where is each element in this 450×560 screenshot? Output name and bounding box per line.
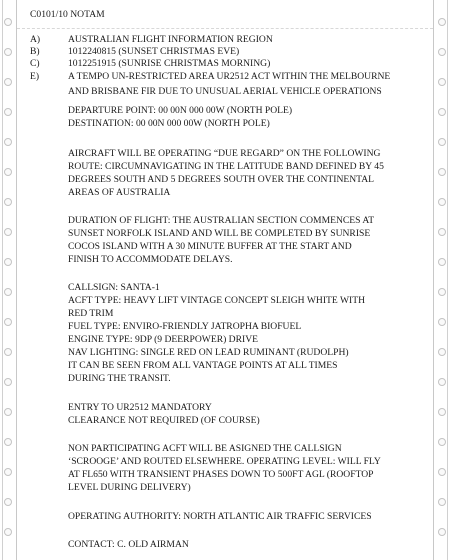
feed-hole [438,48,446,56]
feed-hole [438,138,446,146]
feed-hole [438,438,446,446]
feed-hole [438,408,446,416]
feed-hole [4,498,12,506]
feed-hole [4,228,12,236]
feed-hole [4,18,12,26]
body-line: AIRCRAFT WILL BE OPERATING “DUE REGARD” ON THE FOLLOWING [68,148,381,159]
feed-hole [4,528,12,536]
item-text-a: AUSTRALIAN FLIGHT INFORMATION REGION [68,34,273,45]
feed-hole [438,498,446,506]
feed-hole [4,108,12,116]
feed-hole [438,528,446,536]
feed-hole [4,288,12,296]
body-line: AND BRISBANE FIR DUE TO UNUSUAL AERIAL VEHICLE OPERATIONS [68,86,382,97]
body-line: AREAS OF AUSTRALIA [68,187,171,198]
body-line: RED TRIM [68,308,114,319]
body-line: ACFT TYPE: HEAVY LIFT VINTAGE CONCEPT SLEIGH WHITE WITH [68,295,365,306]
notam-header: C0101/10 NOTAM [30,9,105,20]
body-line: ENTRY TO UR2512 MANDATORY [68,402,212,413]
body-line: AT FL650 WITH TRANSIENT PHASES DOWN TO 500FT AGL (ROOFTOP [68,469,374,480]
item-text-b: 1012240815 (SUNSET CHRISTMAS EVE) [68,46,240,57]
left-tractor-strip [0,0,17,560]
feed-hole [438,348,446,356]
body-line: SUNSET NORFOLK ISLAND AND WILL BE COMPLETED BY SUNRISE [68,228,371,239]
feed-hole [438,228,446,236]
feed-hole [438,378,446,386]
feed-hole [4,258,12,266]
body-line: CONTACT: C. OLD AIRMAN [68,539,189,550]
item-text-e: A TEMPO UN-RESTRICTED AREA UR2512 ACT WITHIN THE MELBOURNE [68,71,391,82]
item-code-a: A) [30,34,41,45]
page-divider [17,28,433,29]
body-line: ENGINE TYPE: 9DP (9 DEERPOWER) DRIVE [68,334,258,345]
feed-hole [4,348,12,356]
body-line: ‘SCROOGE’ AND ROUTED ELSEWHERE. OPERATING LEVEL: WILL FLY [68,456,381,467]
feed-hole [4,138,12,146]
feed-hole [4,438,12,446]
body-line: FUEL TYPE: ENVIRO-FRIENDLY JATROPHA BIOFUEL [68,321,302,332]
feed-hole [438,288,446,296]
item-code-c: C) [30,58,40,69]
body-line: COCOS ISLAND WITH A 30 MINUTE BUFFER AT THE START AND [68,241,352,252]
feed-hole [438,18,446,26]
item-code-e: E) [30,71,40,82]
item-code-b: B) [30,46,40,57]
feed-hole [4,48,12,56]
body-line: CALLSIGN: SANTA-1 [68,282,160,293]
feed-hole [438,78,446,86]
feed-hole [4,408,12,416]
feed-hole [438,198,446,206]
body-line: ROUTE: CIRCUMNAVIGATING IN THE LATITUDE BAND DEFINED BY 45 [68,161,384,172]
body-line: DURATION OF FLIGHT: THE AUSTRALIAN SECTION COMMENCES AT [68,215,375,226]
body-line: LEVEL DURING DELIVERY) [68,482,191,493]
feed-hole [4,378,12,386]
feed-hole [438,258,446,266]
body-line: NAV LIGHTING: SINGLE RED ON LEAD RUMINANT (RUDOLPH) [68,347,349,358]
item-text-c: 1012251915 (SUNRISE CHRISTMAS MORNING) [68,58,271,69]
feed-hole [438,318,446,326]
feed-hole [4,168,12,176]
body-line: DEGREES SOUTH AND 5 DEGREES SOUTH OVER THE CONTINENTAL [68,174,375,185]
body-line: IT CAN BE SEEN FROM ALL VANTAGE POINTS AT ALL TIMES [68,360,338,371]
body-line: FINISH TO ACCOMMODATE DELAYS. [68,254,233,265]
feed-hole [4,78,12,86]
body-line: CLEARANCE NOT REQUIRED (OF COURSE) [68,415,260,426]
body-line: DESTINATION: 00 00N 000 00W (NORTH POLE) [68,118,270,129]
body-line: OPERATING AUTHORITY: NORTH ATLANTIC AIR TRAFFIC SERVICES [68,511,372,522]
feed-hole [4,468,12,476]
feed-hole [438,468,446,476]
right-tractor-strip [433,0,450,560]
feed-hole [4,318,12,326]
body-line: DURING THE TRANSIT. [68,373,171,384]
body-line: NON PARTICIPATING ACFT WILL BE ASIGNED THE CALLSIGN [68,443,342,454]
body-line: DEPARTURE POINT: 00 00N 000 00W (NORTH POLE) [68,105,293,116]
feed-hole [4,198,12,206]
feed-hole [438,168,446,176]
feed-hole [438,108,446,116]
